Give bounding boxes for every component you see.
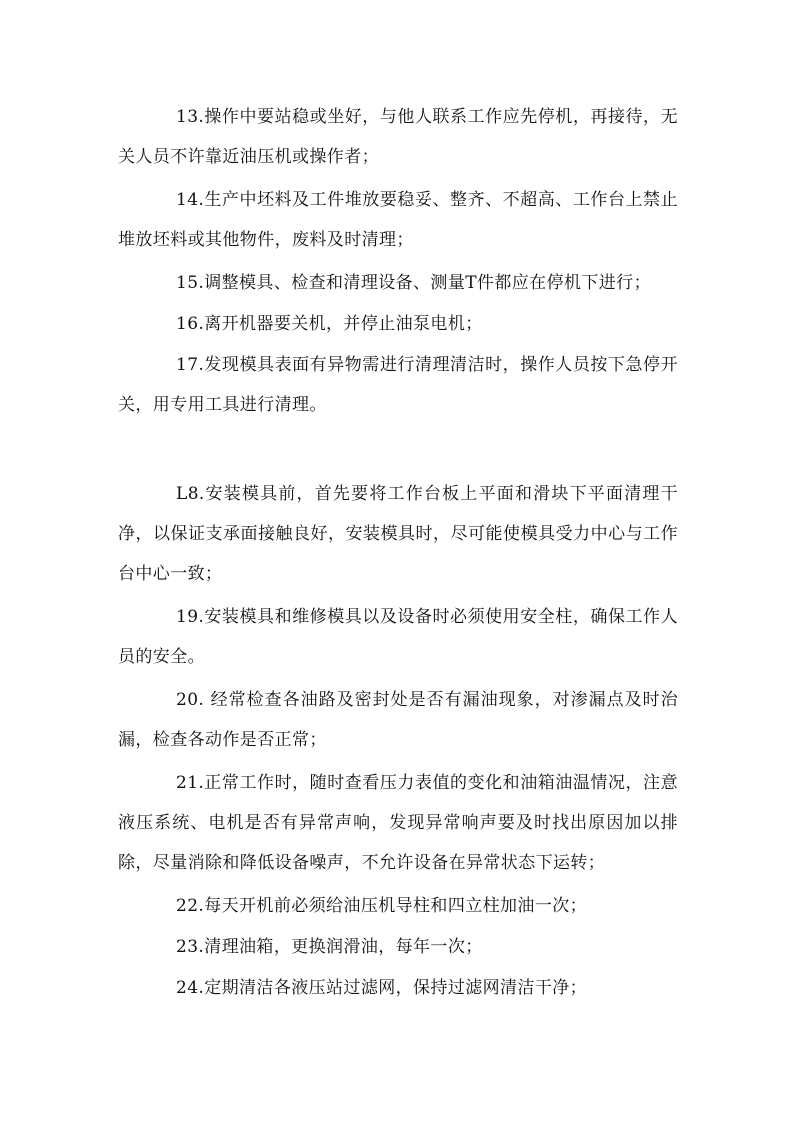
paragraph-item-15: 15.调整模具、检查和清理设备、测量T件都应在停机下进行； bbox=[176, 273, 651, 293]
paragraph-item-20: 20. 经常检查各油路及密封处是否有漏油现象，对渗漏点及时治漏，检查各动作是否正常； bbox=[118, 690, 678, 750]
paragraph-item-21: 21.正常工作时，随时查看压力表值的变化和油箱油温情况，注意液压系统、电机是否有异常声响，发现异常响声要及时找出原因加以排除，尽量消除和降低设备噪声，不允许设备在异常状态下运转； bbox=[118, 773, 678, 873]
paragraph-item-16: 16.离开机器要关机，并停止油泵电机； bbox=[176, 314, 483, 334]
paragraph-item-22: 22.每天开机前必须给油压机导柱和四立柱加油一次； bbox=[176, 896, 588, 916]
paragraph-item-24: 24.定期清洁各液压站过滤网，保持过滤网清洁干净； bbox=[176, 978, 588, 998]
paragraph-item-18: L8.安装模具前，首先要将工作台板上平面和滑块下平面清理干净，以保证支承面接触良好，安装模具时，尽可能使模具受力中心与工作台中心一致； bbox=[118, 484, 678, 584]
paragraph-item-19: 19.安装模具和维修模具以及设备时必须使用安全柱，确保工作人员的安全。 bbox=[118, 607, 678, 667]
paragraph-item-17: 17.发现模具表面有异物需进行清理清洁时，操作人员按下急停开关，用专用工具进行清理。 bbox=[118, 355, 678, 415]
paragraph-item-13: 13.操作中要站稳或坐好，与他人联系工作应先停机，再接待，无关人员不许靠近油压机或操作者； bbox=[118, 107, 678, 167]
paragraph-item-14: 14.生产中坯料及工件堆放要稳妥、整齐、不超高、工作台上禁止堆放坯料或其他物件，废料及时清理； bbox=[118, 190, 678, 250]
paragraph-item-23: 23.清理油箱，更换润滑油，每年一次； bbox=[176, 937, 483, 957]
